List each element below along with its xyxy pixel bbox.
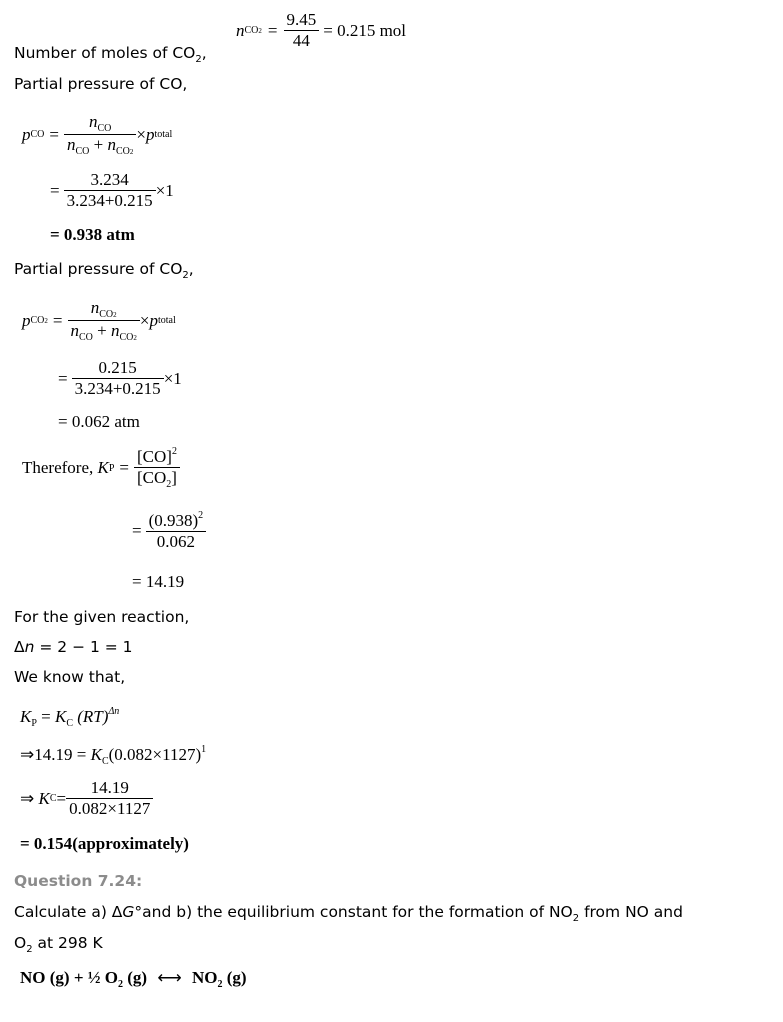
kc-result: = 0.154(approximately) [20, 834, 189, 853]
pp-co2-formula: p CO 2 = $\frac{n_{CO2}}{n_{CO} + n_{CO2}}$ × p total [22, 298, 176, 343]
moles-equation: n CO 2 = $\frac{9.45}{44}$ = 0.215 mol [236, 10, 407, 50]
kp-step2: = $\frac{(0.938)^2}{0.062}$ [132, 510, 206, 552]
kp-formula: Therefore, K P = $\frac{[CO]^2}{[CO_2]}$ [22, 446, 180, 490]
delta-n-line: Δn = 2 − 1 = 1 [14, 638, 133, 656]
know-that-line: We know that, [14, 668, 126, 686]
moles-label: Number of moles of $CO_2$, [14, 44, 207, 65]
reaction-line1: For the given reaction, [14, 608, 190, 626]
kc-line2: ⇒14.19 = $K_C(0.082\times 1127)^1$ [20, 744, 207, 767]
pp-co2-result: = 0.062 atm [58, 412, 140, 431]
question-equation: NO (g) + ½ $O_2$ (g) ⟷ $NO_2$ (g) [20, 968, 247, 990]
kc-line3: ⇒ K C = $\frac{14.19}{0.082\times 1127}$ [20, 778, 153, 819]
pp-co2-step2: = $\frac{0.215}{3.234+0.215}$ ×1 [58, 358, 182, 398]
pp-co2-label: Partial pressure of $CO_2$, [14, 260, 194, 281]
pp-co-step2: = $\frac{3.234}{3.234+0.215}$ ×1 [50, 170, 174, 210]
question-text-line2: $O_2$ at 298 K [14, 934, 103, 955]
pp-co-label: Partial pressure of CO, [14, 75, 188, 93]
question-text-line1: Calculate a) ΔG°and b) the equilibrium constant for the formation of $NO_2$ from NO and [14, 903, 683, 924]
question-title: Question 7.24: [14, 872, 143, 890]
kp-result: = 14.19 [132, 572, 185, 591]
pp-co-result: = 0.938 atm [50, 225, 135, 244]
kc-line1: $K_P = K_C$ (RT)$^{\Delta n}$ [20, 706, 120, 729]
pp-co-formula: p CO = $\frac{n_{CO}}{n_{CO} + n_{CO2}}$ × p total [22, 112, 173, 157]
